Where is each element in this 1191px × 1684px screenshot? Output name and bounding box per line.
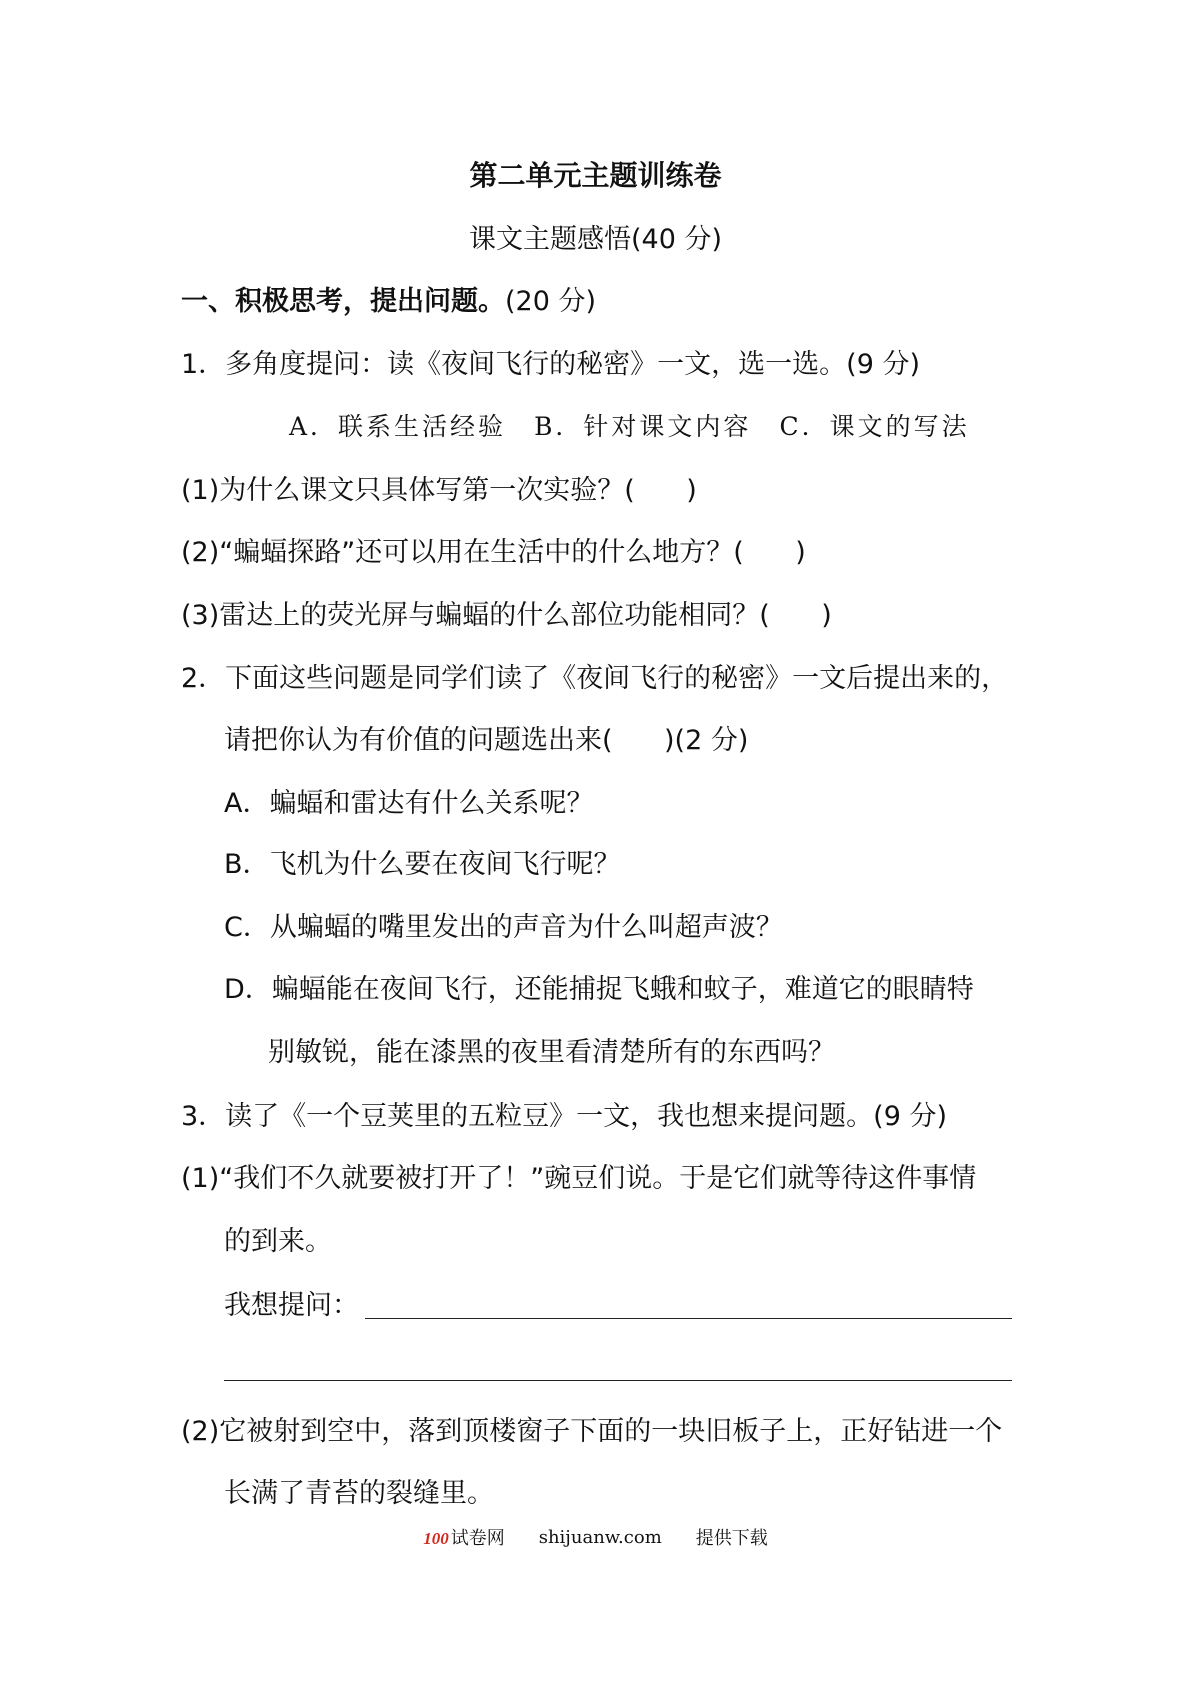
q2-stem-line-1: 2．下面这些问题是同学们读了《夜间飞行的秘密》一文后提出来的， xyxy=(181,663,1009,694)
q1-item-1: (1)为什么课文只具体写第一次实验？( ) xyxy=(181,475,697,506)
section-heading-score: (20 分) xyxy=(505,286,597,317)
page-subtitle: 课文主题感悟(40 分) xyxy=(468,224,722,255)
q3-answer-prompt: 我想提问： xyxy=(224,1290,359,1321)
q3-stem: 3．读了《一个豆荚里的五粒豆》一文，我也想来提问题。(9 分) xyxy=(181,1101,948,1132)
q2-stem-line-2: 请把你认为有价值的问题选出来( )(2 分) xyxy=(224,725,749,756)
q3-part2-line-1: (2)它被射到空中，落到顶楼窗子下面的一块旧板子上，正好钻进一个 xyxy=(181,1416,1003,1447)
q3-answer-line-2 xyxy=(224,1380,1012,1381)
q2-choice-d-line-2: 别敏锐，能在漆黑的夜里看清楚所有的东西吗？ xyxy=(268,1037,835,1068)
q2-choice-a: A．蝙蝠和雷达有什么关系呢？ xyxy=(224,788,594,819)
q1-item-3: (3)雷达上的荧光屏与蝙蝠的什么部位功能相同？( ) xyxy=(181,600,832,631)
footer-url: shijuanw.com xyxy=(538,1526,662,1548)
section-heading xyxy=(181,284,596,320)
q3-part1-line-2: 的到来。 xyxy=(224,1226,332,1257)
page-title: 第二单元主题训练卷 xyxy=(469,159,722,192)
page-footer xyxy=(0,1522,1191,1552)
section-heading-text: 一、积极思考，提出问题。 xyxy=(181,286,505,317)
q1-option-c: C．课文的写法 xyxy=(779,412,970,441)
q1-options xyxy=(289,409,970,445)
footer-brand xyxy=(423,1524,505,1550)
q3-answer-line-1 xyxy=(365,1318,1012,1319)
q1-option-b: B．针对课文内容 xyxy=(534,412,752,441)
q2-choice-b: B．飞机为什么要在夜间飞行呢？ xyxy=(224,849,621,880)
q1-option-a: A．联系生活经验 xyxy=(289,412,507,441)
q1-item-2: (2)“蝙蝠探路”还可以用在生活中的什么地方？( ) xyxy=(181,537,806,568)
q2-choice-d-line-1: D．蝙蝠能在夜间飞行，还能捕捉飞蛾和蚊子，难道它的眼睛特 xyxy=(224,974,974,1005)
q3-part1-line-1: (1)“我们不久就要被打开了！”豌豆们说。于是它们就等待这件事情 xyxy=(181,1163,977,1194)
footer-note: 提供下载 xyxy=(695,1528,768,1549)
footer-site-name: 试卷网 xyxy=(450,1528,505,1549)
q1-stem: 1．多角度提问：读《夜间飞行的秘密》一文，选一选。(9 分) xyxy=(181,349,921,380)
q3-part2-line-2: 长满了青苔的裂缝里。 xyxy=(224,1478,494,1509)
footer-logo: 100 xyxy=(423,1529,449,1548)
q2-choice-c: C．从蝙蝠的嘴里发出的声音为什么叫超声波？ xyxy=(224,912,783,943)
